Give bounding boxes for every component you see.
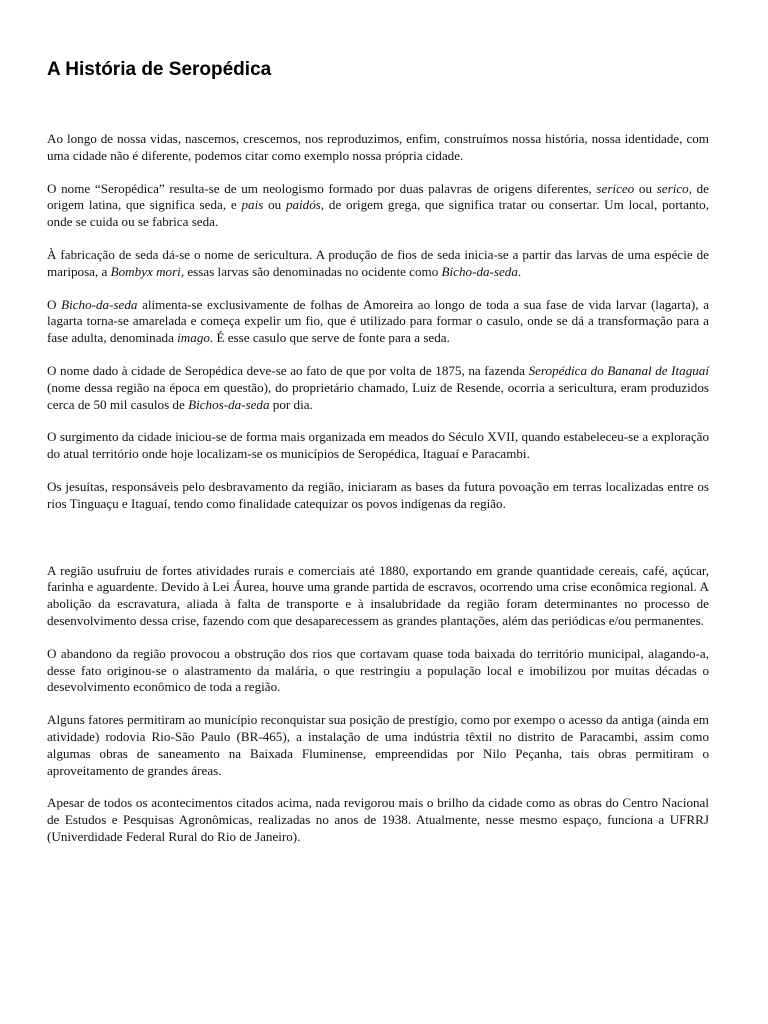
text-run: . É esse casulo que serve de fonte para a seda. xyxy=(209,330,450,346)
text-run: À fabricação de seda dá-se o nome de sericultura. A produção de fios de seda inicia-se a partir das larvas de uma espécie de mariposa, a xyxy=(47,246,709,279)
page-title: A História de Seropédica xyxy=(47,59,272,80)
text-run: , de origem grega, que significa tratar ou consertar. Um local, portanto, onde se cuida ou se fabrica seda. xyxy=(47,197,710,230)
italic-term: Bicho-da-seda xyxy=(61,296,138,312)
document-body xyxy=(47,131,709,862)
text-run: O nome “Seropédica” resulta-se de um neologismo formado por duas palavras de origens diferentes, xyxy=(47,180,597,196)
text-run: ou xyxy=(263,197,286,213)
text-run: (nome dessa região na época em questão), do proprietário chamado, Luiz de Resende, ocorria a sericultura, eram produzidos cerca de 50 mil casulos de xyxy=(47,379,709,412)
text-run: , de origem latina, que significa seda, e xyxy=(47,180,709,213)
italic-term: Bicho-da-seda xyxy=(441,263,518,279)
italic-term: sericeo xyxy=(596,180,635,196)
text-run: O xyxy=(47,296,62,312)
text-run: O nome dado à cidade de Seropédica deve-se ao fato de que por volta de 1875, na fazenda xyxy=(47,362,529,378)
italic-term: pais xyxy=(241,197,264,213)
text-run: O surgimento da cidade iniciou-se de forma mais organizada em meados do Século XVII, quando estabeleceu-se a exploração do atual território onde hoje localizam-se os municípios de Seropédica, Itaguaí e Paracambi. xyxy=(47,429,709,462)
paragraph xyxy=(47,297,709,347)
italic-term: serico xyxy=(656,180,689,196)
text-run: A região usufruiu de fortes atividades rurais e comerciais até 1880, exportando em grande quantidade cereais, café, açúcar, farinha e aguardente. Devido à Lei Áurea, houve uma grande partida de escravos, ocorrendo uma crise econômica regional. A abolição da escravatura, aliada à falta de transporte e à insalubridade da região foram determinantes no processo de desenvolvimento dessa crise, fazendo com que desaparecessem as grandes plantações, além das periódicas e/ou permanentes. xyxy=(47,562,709,628)
paragraph xyxy=(47,363,709,413)
paragraph xyxy=(47,795,709,845)
paragraph xyxy=(47,181,709,231)
paragraph xyxy=(47,479,709,513)
italic-term: Seropédica do Bananal de Itaguaí xyxy=(528,362,709,378)
text-run: , essas larvas são denominadas no ocidente como xyxy=(180,263,442,279)
text-run: Os jesuítas, responsáveis pelo desbravamento da região, iniciaram as bases da futura povoação em terras localizadas entre os rios Tinguaçu e Itaguaí, tendo como finalidade catequizar os povos indígenas da região. xyxy=(47,478,709,511)
paragraph xyxy=(47,429,709,463)
italic-term: imago xyxy=(177,330,210,346)
paragraph xyxy=(47,712,709,779)
paragraph xyxy=(47,563,709,630)
paragraph xyxy=(47,646,709,696)
text-run: O abandono da região provocou a obstrução dos rios que cortavam quase toda baixada do território municipal, alagando-a, desse fato originou-se o alastramento da malária, o que restringiu a população local e imobilizou por muitas décadas o desevolvimento econômico de toda a região. xyxy=(47,645,709,695)
italic-term: paidós xyxy=(285,197,321,213)
text-run: . xyxy=(517,263,522,279)
paragraph xyxy=(47,131,709,165)
text-run: Alguns fatores permitiram ao município reconquistar sua posição de prestígio, como por exempo o acesso da antiga (ainda em atividade) rodovia Rio-São Paulo (BR-465), a instalação de uma indústria têxtil no distrito de Paracambi, assim como algumas obras de saneamento na Baixada Fluminense, empreendidas por Nilo Peçanha, tais obras permitiram o aproveitamento de grandes áreas. xyxy=(47,712,709,778)
italic-term: Bombyx mori xyxy=(110,263,181,279)
text-run: Ao longo de nossa vidas, nascemos, crescemos, nos reproduzimos, enfim, construímos nossa história, nossa identidade, com uma cidade não é diferente, podemos citar como exemplo nossa própria cidade. xyxy=(47,131,709,163)
italic-term: Bichos-da-seda xyxy=(188,396,270,412)
text-run: ou xyxy=(634,180,657,196)
text-run: por dia. xyxy=(269,396,313,412)
text-run: alimenta-se exclusivamente de folhas de Amoreira ao longo de toda a sua fase de vida larvar (lagarta), a lagarta torna-se amarelada e começa expelir um fio, que é utilizado para formar o casulo, onde se dá a transformação para a fase adulta, denominada xyxy=(47,296,710,346)
text-run: Apesar de todos os acontecimentos citados acima, nada revigorou mais o brilho da cidade como as obras do Centro Nacional de Estudos e Pesquisas Agronômicas, realizadas no anos de 1938. Atualmente, nesse mesmo espaço, funciona a UFRRJ (Univerdidade Federal Rural do Rio de Janeiro). xyxy=(47,795,709,844)
paragraph xyxy=(47,247,709,281)
